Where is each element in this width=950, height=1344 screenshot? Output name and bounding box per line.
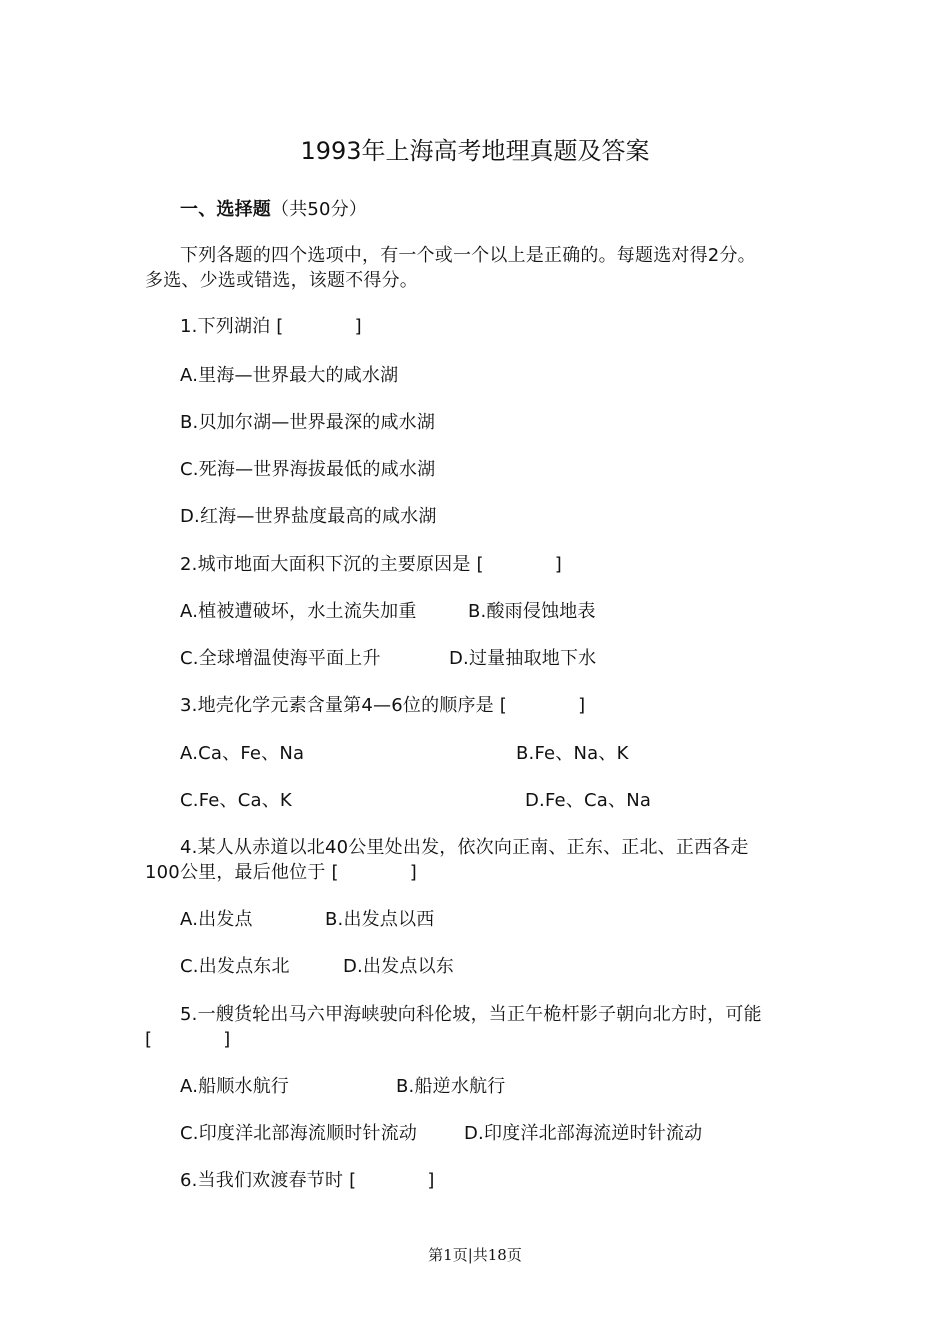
question-1-option-c: C.死海—世界海拔最低的咸水湖 bbox=[180, 459, 436, 480]
question-3-option-d: D.Fe、Ca、Na bbox=[525, 790, 652, 811]
question-2-option-d: D.过量抽取地下水 bbox=[449, 648, 597, 669]
document-title: 1993年上海高考地理真题及答案 bbox=[300, 137, 650, 165]
question-5-option-d: D.印度洋北部海流逆时针流动 bbox=[464, 1123, 703, 1144]
section-points: （共50分） bbox=[271, 199, 368, 220]
question-6-stem: 6.当我们欢渡春节时 [ ] bbox=[180, 1170, 435, 1191]
question-2-option-b: B.酸雨侵蚀地表 bbox=[468, 601, 596, 622]
question-3-option-b: B.Fe、Na、K bbox=[516, 743, 629, 764]
question-2-option-a: A.植被遭破坏，水土流失加重 bbox=[180, 601, 417, 622]
question-5-option-a: A.船顺水航行 bbox=[180, 1076, 290, 1097]
question-1-option-d: D.红海—世界盐度最高的咸水湖 bbox=[180, 506, 437, 527]
question-3-option-a: A.Ca、Fe、Na bbox=[180, 743, 305, 764]
question-2-stem: 2.城市地面大面积下沉的主要原因是 [ ] bbox=[180, 554, 562, 575]
question-3-stem: 3.地壳化学元素含量第4—6位的顺序是 [ ] bbox=[180, 695, 586, 716]
question-5-option-b: B.船逆水航行 bbox=[396, 1076, 506, 1097]
question-4-option-d: D.出发点以东 bbox=[343, 956, 454, 977]
question-4-option-c: C.出发点东北 bbox=[180, 956, 290, 977]
question-5-option-c: C.印度洋北部海流顺时针流动 bbox=[180, 1123, 418, 1144]
question-4-option-b: B.出发点以西 bbox=[325, 909, 435, 930]
question-4-stem-line-1: 4.某人从赤道以北40公里处出发，依次向正南、正东、正北、正西各走 bbox=[180, 837, 749, 858]
section-heading bbox=[180, 197, 367, 223]
question-1-option-b: B.贝加尔湖—世界最深的咸水湖 bbox=[180, 412, 436, 433]
question-4-stem-line-2: 100公里，最后他位于 [ ] bbox=[145, 862, 417, 883]
question-4-option-a: A.出发点 bbox=[180, 909, 253, 930]
question-5-stem-line-1: 5.一艘货轮出马六甲海峡驶向科伦坡，当正午桅杆影子朝向北方时，可能 bbox=[180, 1004, 762, 1025]
section-heading-label: 一、选择题 bbox=[180, 199, 271, 220]
question-1-stem: 1.下列湖泊 [ ] bbox=[180, 316, 362, 337]
question-3-option-c: C.Fe、Ca、K bbox=[180, 790, 292, 811]
instruction-line-1: 下列各题的四个选项中，有一个或一个以上是正确的。每题选对得2分。 bbox=[180, 245, 756, 266]
question-2-option-c: C.全球增温使海平面上升 bbox=[180, 648, 381, 669]
page-footer: 第1页|共18页 bbox=[428, 1246, 522, 1264]
question-1-option-a: A.里海—世界最大的咸水湖 bbox=[180, 365, 399, 386]
question-5-stem-line-2: [ ] bbox=[145, 1029, 231, 1050]
instruction-line-2: 多选、少选或错选，该题不得分。 bbox=[145, 270, 418, 291]
